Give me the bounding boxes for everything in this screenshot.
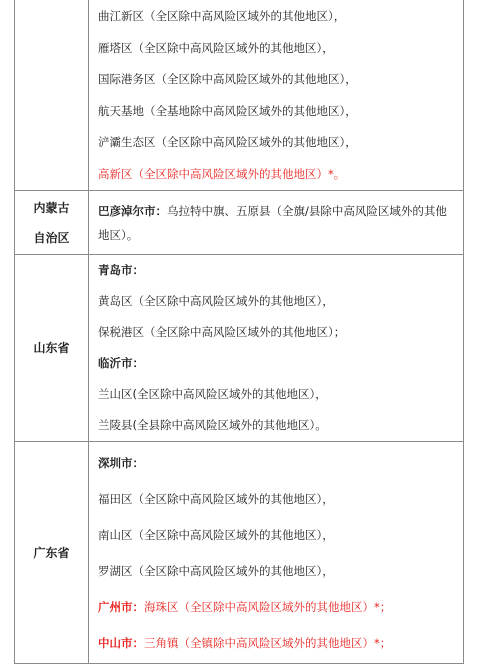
district-line-highlight: 高新区（全区除中高风险区域外的其他地区）*。 <box>98 166 346 181</box>
province-cell <box>15 442 89 664</box>
city-name: 中山市： <box>98 635 144 650</box>
district-line <box>98 195 463 251</box>
detail-cell <box>89 0 464 191</box>
table-row <box>15 0 464 191</box>
district-line: 浐灞生态区（全区除中高风险区域外的其他地区）， <box>98 135 357 149</box>
district-text: 乌拉特中旗、五原县（全旗/县除中高风险区域外的其他地区）。 <box>98 203 447 242</box>
city-line <box>98 348 463 379</box>
district-line: 保税港区（全区除中高风险区域外的其他地区）； <box>98 325 346 339</box>
district-line: 福田区（全区除中高风险区域外的其他地区）， <box>98 491 334 506</box>
district-line: 国际港务区（全区除中高风险区域外的其他地区）， <box>98 72 357 86</box>
table-row <box>15 442 464 664</box>
city-line <box>98 255 463 286</box>
province-label: 山东省 <box>33 341 70 355</box>
province-label-line1: 内蒙古 <box>33 200 70 215</box>
province-cell <box>15 0 89 191</box>
district-line: 曲江新区（全区除中高风险区域外的其他地区）， <box>98 9 346 23</box>
city-line <box>98 445 463 481</box>
district-text: 海珠区（全区除中高风险区域外的其他地区）*； <box>144 599 392 614</box>
district-line-highlight <box>98 589 463 625</box>
city-name: 临沂市： <box>98 356 144 370</box>
province-cell <box>15 191 89 255</box>
province-cell <box>15 255 89 442</box>
district-text: 三角镇（全镇除中高风险区域外的其他地区）*； <box>144 635 392 650</box>
district-line: 航天基地（全基地除中高风险区域外的其他地区）， <box>98 103 357 118</box>
detail-cell <box>89 191 464 255</box>
detail-cell <box>89 255 464 442</box>
district-line: 兰陵县(全县除中高风险区域外的其他地区）。 <box>98 418 327 432</box>
city-name: 巴彦淖尔市： <box>98 203 167 218</box>
district-line: 兰山区(全区除中高风险区域外的其他地区）， <box>98 387 327 401</box>
detail-cell <box>89 442 464 664</box>
region-table <box>14 0 464 664</box>
district-line: 黄岛区（全区除中高风险区域外的其他地区）， <box>98 294 334 308</box>
table-row <box>15 255 464 442</box>
district-line: 罗湖区（全区除中高风险区域外的其他地区）， <box>98 563 334 578</box>
table-row <box>15 191 464 255</box>
district-line: 南山区（全区除中高风险区域外的其他地区）， <box>98 527 334 542</box>
district-line: 雁塔区（全区除中高风险区域外的其他地区）， <box>98 40 334 55</box>
district-line-highlight <box>98 625 463 661</box>
city-name: 深圳市： <box>98 455 144 470</box>
province-label-line2: 自治区 <box>33 230 70 245</box>
city-name: 青岛市： <box>98 263 144 277</box>
city-name: 广州市： <box>98 599 144 614</box>
province-label: 广东省 <box>33 545 70 560</box>
